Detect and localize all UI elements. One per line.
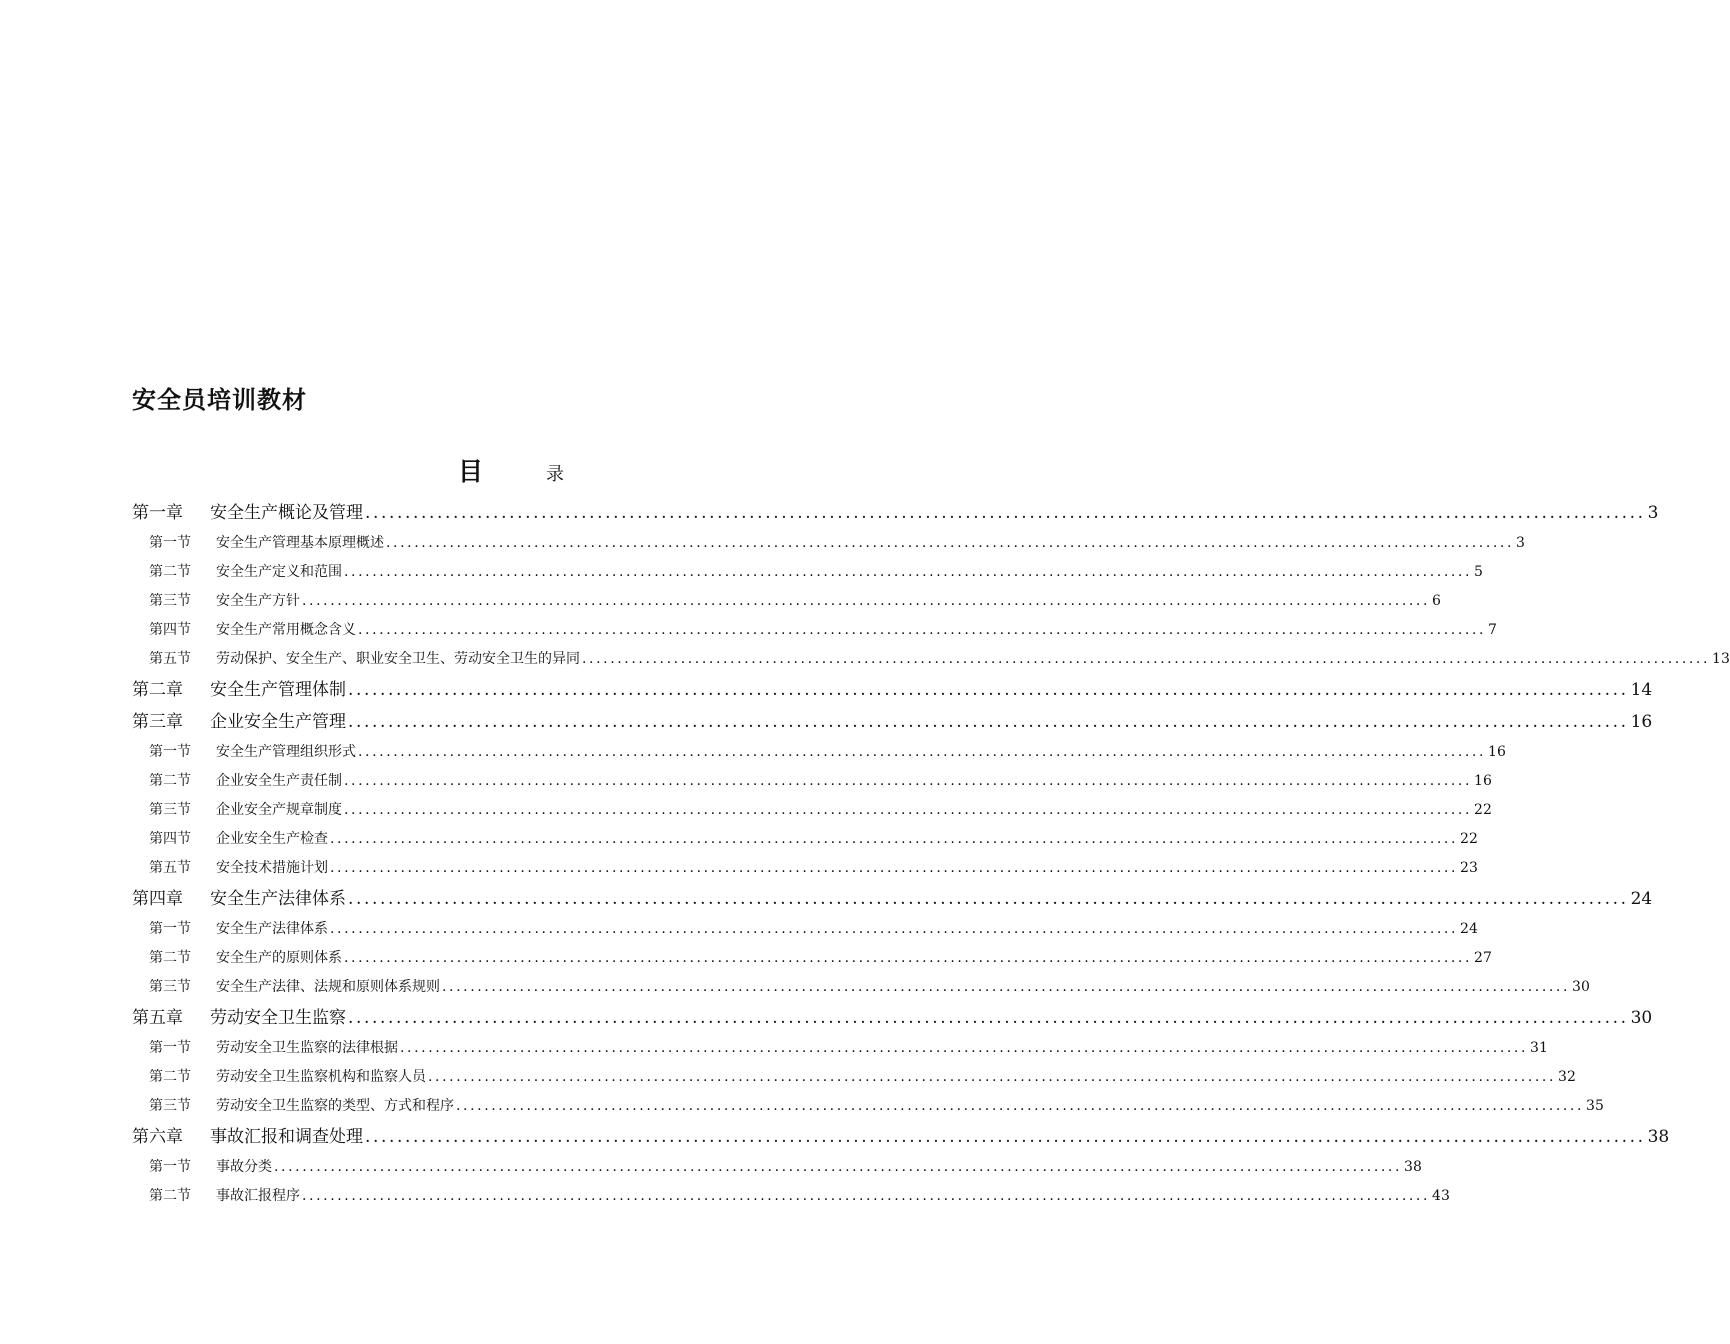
toc-dot-leader: ................................................................................................................................................................ [348,680,1629,700]
toc-chapter-entry[interactable] [132,1002,1653,1034]
toc-entry-page-number: 38 [1404,1159,1422,1175]
toc-entry-title: 安全生产管理体制 [210,680,346,700]
toc-chapter-entry[interactable] [132,883,1653,915]
toc-dot-leader: ................................................................................................................................................................ [274,1159,1403,1175]
toc-entry-page-number: 16 [1474,773,1492,789]
toc-entry-title: 劳动安全卫生监察机构和监察人员 [216,1069,426,1085]
toc-dot-leader: ................................................................................................................................................................ [428,1069,1557,1085]
toc-section-entry[interactable] [132,1092,1604,1121]
toc-dot-leader: ................................................................................................................................................................ [365,1127,1646,1147]
toc-dot-leader: ................................................................................................................................................................ [302,593,1431,609]
toc-entry-number: 第二节 [149,1188,191,1204]
toc-entry-number: 第五节 [149,860,191,876]
toc-entry-page-number: 13 [1712,651,1730,667]
toc-dot-leader: ................................................................................................................................................................ [365,503,1646,523]
toc-section-entry[interactable] [132,1153,1422,1182]
toc-entry-title: 安全生产定义和范围 [216,564,342,580]
toc-dot-leader: ................................................................................................................................................................ [330,921,1459,937]
toc-entry-title: 安全生产法律体系 [216,921,328,937]
toc-dot-leader: ................................................................................................................................................................ [344,773,1473,789]
toc-entry-page-number: 24 [1460,921,1478,937]
toc-entry-title: 安全生产的原则体系 [216,950,342,966]
toc-entry-title: 安全技术措施计划 [216,860,328,876]
toc-dot-leader: ................................................................................................................................................................ [348,712,1629,732]
document-title: 安全员培训教材 [132,386,307,414]
toc-entry-title: 劳动安全卫生监察的法律根据 [216,1040,398,1056]
toc-entry-number: 第一节 [149,1040,191,1056]
toc-section-entry[interactable] [132,767,1492,796]
toc-dot-leader: ................................................................................................................................................................ [358,622,1487,638]
toc-heading-char-1: 目 [458,457,484,486]
toc-entry-title: 事故汇报程序 [216,1188,300,1204]
toc-entry-page-number: 5 [1474,564,1483,580]
toc-chapter-entry[interactable] [132,497,1659,529]
toc-entry-title: 事故汇报和调查处理 [210,1127,363,1147]
toc-entry-page-number: 22 [1474,802,1492,818]
toc-entry-number: 第一节 [149,535,191,551]
table-of-contents [132,497,1730,1211]
toc-entry-title: 安全生产法律体系 [210,889,346,909]
toc-section-entry[interactable] [132,796,1492,825]
toc-entry-number: 第二节 [149,1069,191,1085]
toc-dot-leader: ................................................................................................................................................................ [330,831,1459,847]
toc-entry-title: 企业安全生产检查 [216,831,328,847]
toc-entry-number: 第六章 [132,1127,183,1147]
toc-section-entry[interactable] [132,529,1525,558]
toc-entry-title: 安全生产管理组织形式 [216,744,356,760]
toc-dot-leader: ................................................................................................................................................................ [348,889,1629,909]
toc-entry-title: 劳动安全卫生监察的类型、方式和程序 [216,1098,454,1114]
toc-dot-leader: ................................................................................................................................................................ [344,950,1473,966]
toc-dot-leader: ................................................................................................................................................................ [348,1008,1629,1028]
toc-section-entry[interactable] [132,1182,1450,1211]
toc-entry-number: 第一节 [149,1159,191,1175]
toc-entry-number: 第四节 [149,622,191,638]
toc-entry-number: 第一章 [132,503,183,523]
toc-entry-page-number: 30 [1630,1008,1653,1028]
toc-dot-leader: ................................................................................................................................................................ [442,979,1571,995]
toc-entry-number: 第三节 [149,979,191,995]
toc-dot-leader: ................................................................................................................................................................ [302,1188,1431,1204]
toc-dot-leader: ................................................................................................................................................................ [582,651,1711,667]
toc-entry-page-number: 31 [1530,1040,1548,1056]
toc-entry-page-number: 7 [1488,622,1497,638]
toc-chapter-entry[interactable] [132,706,1653,738]
toc-section-entry[interactable] [132,825,1478,854]
toc-entry-page-number: 38 [1647,1127,1670,1147]
toc-entry-title: 企业安全产规章制度 [216,802,342,818]
toc-entry-title: 企业安全生产管理 [210,712,346,732]
toc-entry-number: 第二节 [149,773,191,789]
toc-entry-number: 第三节 [149,593,191,609]
toc-section-entry[interactable] [132,973,1590,1002]
toc-entry-title: 事故分类 [216,1159,272,1175]
toc-section-entry[interactable] [132,944,1492,973]
toc-entry-number: 第三章 [132,712,183,732]
toc-section-entry[interactable] [132,558,1483,587]
toc-entry-number: 第五节 [149,651,191,667]
toc-heading [458,455,658,491]
toc-dot-leader: ................................................................................................................................................................ [456,1098,1585,1114]
toc-section-entry[interactable] [132,915,1478,944]
toc-entry-page-number: 32 [1558,1069,1576,1085]
toc-entry-page-number: 16 [1630,712,1653,732]
toc-entry-number: 第三节 [149,802,191,818]
toc-entry-number: 第三节 [149,1098,191,1114]
toc-entry-number: 第二节 [149,950,191,966]
toc-dot-leader: ................................................................................................................................................................ [400,1040,1529,1056]
toc-dot-leader: ................................................................................................................................................................ [330,860,1459,876]
toc-section-entry[interactable] [132,738,1506,767]
toc-entry-page-number: 14 [1630,680,1653,700]
toc-entry-title: 企业安全生产责任制 [216,773,342,789]
toc-entry-title: 安全生产法律、法规和原则体系规则 [216,979,440,995]
toc-section-entry[interactable] [132,1034,1548,1063]
toc-chapter-entry[interactable] [132,1121,1670,1153]
toc-entry-page-number: 3 [1647,503,1659,523]
toc-entry-page-number: 35 [1586,1098,1604,1114]
toc-dot-leader: ................................................................................................................................................................ [358,744,1487,760]
toc-entry-title: 劳动安全卫生监察 [210,1008,346,1028]
toc-entry-number: 第一节 [149,744,191,760]
toc-section-entry[interactable] [132,645,1730,674]
toc-entry-page-number: 3 [1516,535,1525,551]
toc-section-entry[interactable] [132,1063,1576,1092]
toc-section-entry[interactable] [132,616,1497,645]
toc-entry-number: 第四节 [149,831,191,847]
toc-entry-page-number: 16 [1488,744,1506,760]
toc-entry-page-number: 30 [1572,979,1590,995]
toc-entry-number: 第二章 [132,680,183,700]
toc-entry-number: 第一节 [149,921,191,937]
toc-entry-page-number: 27 [1474,950,1492,966]
toc-dot-leader: ................................................................................................................................................................ [344,564,1473,580]
toc-section-entry[interactable] [132,587,1441,616]
toc-entry-page-number: 24 [1630,889,1653,909]
toc-dot-leader: ................................................................................................................................................................ [344,802,1473,818]
toc-entry-page-number: 23 [1460,860,1478,876]
toc-entry-number: 第五章 [132,1008,183,1028]
toc-entry-title: 安全生产方针 [216,593,300,609]
toc-dot-leader: ................................................................................................................................................................ [386,535,1515,551]
toc-section-entry[interactable] [132,854,1478,883]
toc-entry-title: 安全生产管理基本原理概述 [216,535,384,551]
toc-entry-title: 安全生产概论及管理 [210,503,363,523]
toc-entry-number: 第二节 [149,564,191,580]
toc-entry-page-number: 43 [1432,1188,1450,1204]
toc-heading-char-2: 录 [546,464,564,485]
toc-chapter-entry[interactable] [132,674,1653,706]
toc-entry-page-number: 6 [1432,593,1441,609]
toc-entry-title: 劳动保护、安全生产、职业安全卫生、劳动安全卫生的异同 [216,651,580,667]
toc-entry-number: 第四章 [132,889,183,909]
toc-entry-page-number: 22 [1460,831,1478,847]
toc-entry-title: 安全生产常用概念含义 [216,622,356,638]
